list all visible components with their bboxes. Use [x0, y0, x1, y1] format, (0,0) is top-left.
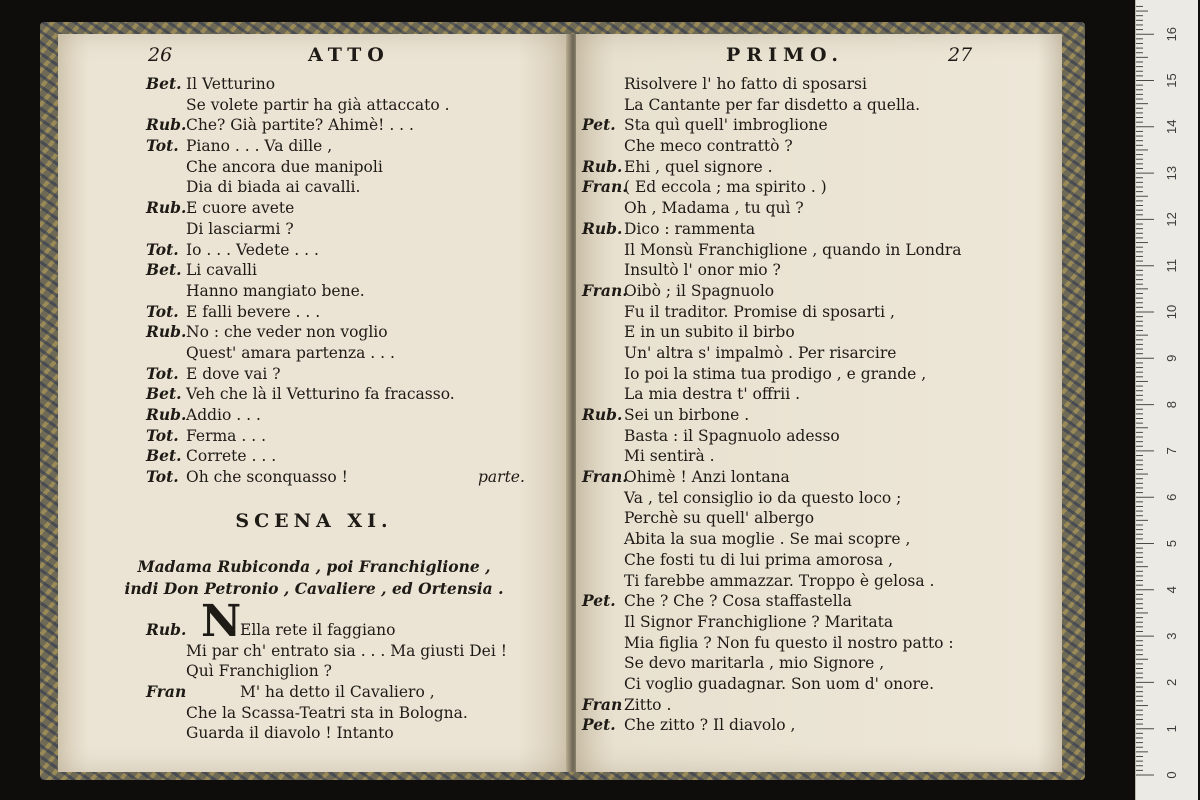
speaker-label: Pet. [582, 715, 616, 735]
measuring-ruler [1135, 0, 1198, 800]
line-text: Addio . . . [186, 406, 261, 424]
dialogue-line [58, 136, 570, 157]
ruler-label: 9 [1164, 354, 1179, 362]
speaker-label: Fran [146, 682, 187, 702]
line-text: E cuore avete [186, 199, 295, 218]
line-text: Abita la sua moglie . Se mai scopre , [624, 530, 911, 549]
speaker-label: Rub. [146, 322, 187, 342]
speaker-label: Tot. [146, 136, 179, 156]
line-text: La Cantante per far disdetto a quella. [624, 95, 921, 114]
speaker-label: Rub. [582, 218, 623, 238]
dialogue-line [576, 136, 1062, 157]
line-text: Di lasciarmi ? [186, 219, 294, 238]
ruler-scale [1136, 0, 1198, 800]
line-text: Ferma . . . [186, 426, 266, 445]
dialogue-line [58, 115, 570, 136]
ruler-label: 8 [1164, 400, 1179, 409]
speaker-label: Fran. [582, 280, 628, 300]
dialogue-line [576, 115, 1062, 136]
dialogue-line [58, 219, 570, 240]
ruler-label: 5 [1164, 539, 1179, 548]
line-text: Perchè su quell' albergo [624, 509, 815, 528]
dialogue-line [576, 550, 1062, 571]
dialogue-line [576, 529, 1062, 550]
left-running-head: ATTO [308, 44, 390, 66]
dialogue-line [576, 281, 1062, 302]
dialogue-line [576, 95, 1062, 116]
line-text: Ti farebbe ammazzar. Troppo è gelosa . [624, 571, 935, 590]
line-text: Dia di biada ai cavalli. [186, 178, 361, 197]
speaker-label: Rub. [146, 405, 187, 424]
left-dialogue [58, 74, 570, 488]
line-text: Se devo maritarla , mio Signore , [624, 654, 885, 673]
right-running-head: PRIMO. [726, 44, 845, 66]
dialogue-line [576, 715, 1062, 736]
line-text: Dico : rammenta [624, 219, 756, 238]
dialogue-line [576, 674, 1062, 695]
line-text: Piano . . . Va dille , [186, 137, 333, 156]
right-page-number: 27 [948, 44, 973, 66]
scene-title: SCENA XI. [235, 510, 393, 532]
line-text: Ohimè ! Anzi lontana [624, 468, 790, 487]
right-page [576, 34, 1062, 772]
dialogue-line [576, 198, 1062, 219]
dialogue-line [58, 364, 570, 385]
line-text: Mi sentirà . [624, 447, 715, 466]
speaker-label: Fran. [582, 467, 628, 487]
speaker-label: Tot. [146, 239, 179, 259]
speaker-label: Tot. [146, 467, 179, 487]
drop-cap: N [201, 596, 242, 647]
dialogue-line [58, 74, 570, 95]
speaker-label: Bet. [146, 74, 182, 93]
ruler-label: 13 [1164, 165, 1179, 181]
line-text: Se volete partir ha già attaccato . [186, 95, 450, 114]
speaker-label: Pet. [582, 591, 616, 611]
line-text: Ehi , quel signore . [624, 157, 773, 176]
dialogue-line [58, 723, 570, 744]
line-text: Mia figlia ? Non fu questo il nostro patto : [624, 633, 954, 652]
ruler-label: 6 [1164, 493, 1179, 501]
dialogue-line [576, 343, 1062, 364]
line-text: Il Monsù Franchiglione , quando in Londra [624, 240, 962, 259]
line-text: Che? Già partite? Ahimè! . . . [186, 116, 414, 135]
left-page-number: 26 [148, 44, 173, 66]
line-text: Mi par ch' entrato sia . . . Ma giusti Dei ! [186, 641, 507, 660]
dialogue-line [576, 508, 1062, 529]
line-text: Basta : il Spagnuolo adesso [624, 426, 840, 445]
dialogue-line [58, 95, 570, 116]
dialogue-line [576, 74, 1062, 95]
line-text: Che ? Che ? Cosa staffastella [624, 592, 852, 611]
line-text: Che zitto ? Il diavolo , [624, 716, 796, 735]
line-text: Oh , Madama , tu quì ? [624, 199, 804, 218]
speaker-label: Bet. [146, 260, 182, 280]
dialogue-line [58, 682, 570, 703]
line-text: Io . . . Vedete . . . [186, 240, 319, 259]
dialogue-line [576, 219, 1062, 240]
line-text: Il Vetturino [186, 75, 276, 93]
line-text: Risolvere l' ho fatto di sposarsi [624, 75, 867, 93]
dialogue-line [576, 302, 1062, 323]
dialogue-line [576, 240, 1062, 261]
dialogue-line [576, 364, 1062, 385]
ruler-label: 14 [1164, 119, 1179, 135]
line-text: Che la Scassa-Teatri sta in Bologna. [186, 703, 468, 722]
dialogue-line [58, 343, 570, 364]
line-text: Il Signor Franchiglione ? Maritata [624, 612, 894, 631]
speaker-label: Rub. [582, 156, 623, 176]
ruler-label: 15 [1164, 73, 1179, 88]
ruler-label: 0 [1164, 771, 1179, 779]
dialogue-line [576, 260, 1062, 281]
line-text: Zitto . [624, 695, 672, 714]
dialogue-line [58, 157, 570, 178]
dialogue-line [58, 446, 570, 467]
line-text: ( Ed eccola ; ma spirito . ) [624, 178, 827, 197]
dialogue-line [576, 157, 1062, 178]
dialogue-line [576, 426, 1062, 447]
dialogue-line [576, 591, 1062, 612]
line-text: E in un subito il birbo [624, 323, 795, 342]
dialogue-line [576, 322, 1062, 343]
dialogue-line [576, 384, 1062, 405]
right-dialogue [576, 74, 1062, 736]
ruler-label: 11 [1164, 258, 1179, 273]
dialogue-line [58, 281, 570, 302]
speaker-label: Rub. [146, 198, 187, 218]
dialogue-line [576, 571, 1062, 592]
line-text: Io poi la stima tua prodigo , e grande , [624, 364, 927, 383]
line-text: No : che veder non voglio [186, 323, 388, 342]
dialogue-line [576, 488, 1062, 509]
speaker-label: Fran [582, 694, 623, 714]
speaker-label: Bet. [146, 384, 182, 404]
line-text: Va , tel consiglio io da questo loco ; [624, 488, 902, 507]
dialogue-line [58, 198, 570, 219]
line-text: Ci voglio guadagnar. Son uom d' onore. [624, 674, 935, 693]
line-text: M' ha detto il Cavaliero , [240, 683, 435, 702]
dialogue-line [58, 177, 570, 198]
dialogue-line [58, 661, 570, 682]
ruler-label: 2 [1164, 678, 1179, 687]
line-text: La mia destra t' offrii . [624, 385, 801, 404]
ruler-label: 3 [1164, 632, 1179, 640]
ruler-label: 7 [1164, 447, 1179, 455]
dialogue-line [58, 620, 570, 641]
speaker-label: Rub. [146, 620, 187, 639]
line-text: Fu il traditor. Promise di sposarti , [624, 302, 895, 321]
dialogue-line [58, 322, 570, 343]
speaker-label: Rub. [146, 115, 187, 135]
speaker-label: Bet. [146, 446, 182, 466]
dialogue-line [58, 405, 570, 426]
line-text: Insultò l' onor mio ? [624, 261, 781, 280]
dialogue-line [576, 446, 1062, 467]
line-text: Che meco contrattò ? [624, 137, 793, 156]
line-text: Che ancora due manipoli [186, 157, 383, 176]
line-text: Hanno mangiato bene. [186, 281, 365, 300]
line-text: Quest' amara partenza . . . [186, 343, 395, 362]
dialogue-line [58, 703, 570, 724]
dialogue-line [576, 405, 1062, 426]
left-page [58, 34, 570, 772]
dialogue-line [576, 467, 1062, 488]
line-text: E dove vai ? [186, 364, 281, 383]
dialogue-line [576, 633, 1062, 654]
ruler-label: 12 [1164, 212, 1179, 227]
line-text: Sei un birbone . [624, 406, 750, 424]
speaker-label: Fran. [582, 177, 628, 197]
dialogue-line [58, 302, 570, 323]
exit-note: parte. [478, 468, 525, 487]
speaker-label: Rub. [582, 405, 623, 424]
ruler-label: 4 [1164, 586, 1179, 594]
line-text: E falli bevere . . . [186, 302, 321, 321]
speaker-label: Pet. [582, 115, 616, 135]
line-text: Li cavalli [186, 261, 257, 280]
dialogue-line [58, 426, 570, 447]
line-text: Veh che là il Vetturino fa fracasso. [186, 385, 455, 404]
stage-direction-2: indi Don Petronio , Cavaliere , ed Ortensia . [124, 579, 504, 598]
dialogue-line [576, 177, 1062, 198]
dialogue-line [58, 240, 570, 261]
line-text: Che fosti tu di lui prima amorosa , [624, 550, 894, 569]
dialogue-line [58, 260, 570, 281]
stage-direction-1: Madama Rubiconda , poi Franchiglione , [137, 557, 491, 576]
dialogue-line [576, 612, 1062, 633]
line-text: Un' altra s' impalmò . Per risarcire [624, 343, 897, 362]
line-text: Correte . . . [186, 447, 277, 466]
ruler-label: 1 [1164, 725, 1179, 733]
dialogue-line [58, 384, 570, 405]
scene-dialogue [58, 620, 570, 744]
speaker-label: Tot. [146, 425, 179, 445]
line-text: Guarda il diavolo ! Intanto [186, 724, 394, 743]
dialogue-line [576, 695, 1062, 716]
line-text: Quì Franchiglion ? [186, 662, 332, 681]
line-text: Oibò ; il Spagnuolo [624, 281, 775, 300]
line-text: Oh che sconquasso ! [186, 468, 348, 487]
dialogue-line [576, 653, 1062, 674]
speaker-label: Tot. [146, 301, 179, 321]
dialogue-line [58, 641, 570, 662]
ruler-label: 10 [1164, 304, 1179, 320]
speaker-label: Tot. [146, 363, 179, 383]
line-text: Ella rete il faggiano [240, 621, 396, 639]
line-text: Sta quì quell' imbroglione [624, 116, 828, 135]
ruler-label: 16 [1164, 26, 1179, 42]
